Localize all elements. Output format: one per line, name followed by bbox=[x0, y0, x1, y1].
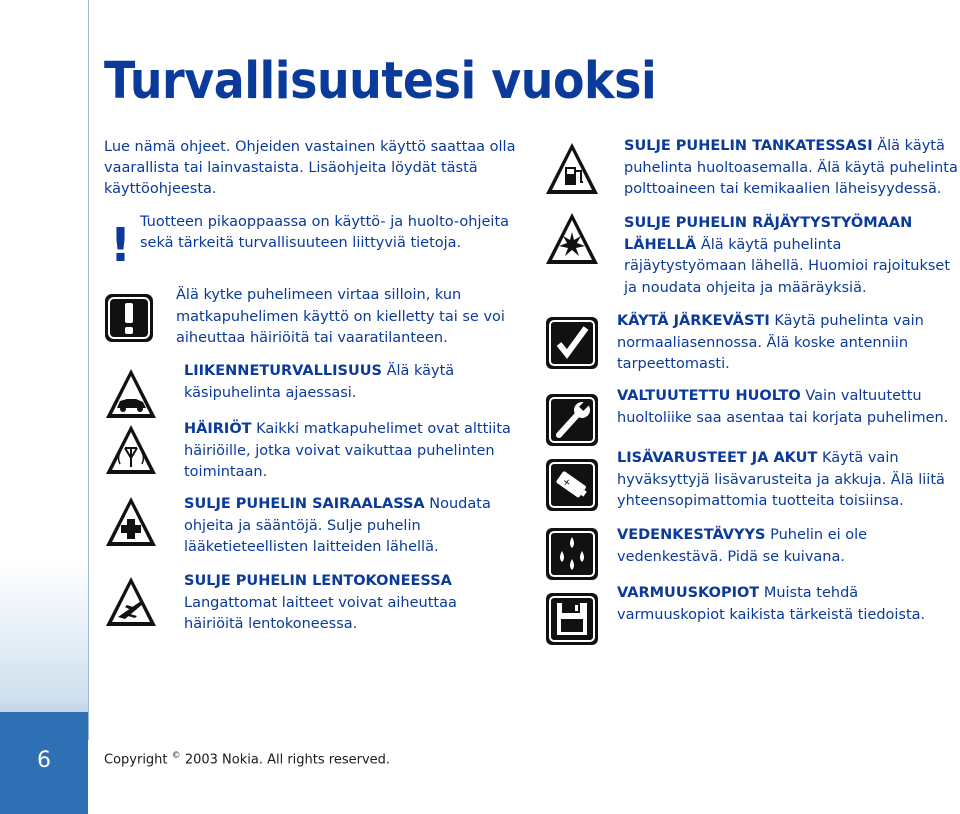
left-item-text: Noudata ohjeita ja sääntöjä. Sulje puhelin lääketieteellisten laitteiden lähellä. bbox=[184, 496, 491, 555]
copyright-suffix: 2003 Nokia. All rights reserved. bbox=[184, 752, 391, 768]
right-item-heading: VALTUUTETTU HUOLTO bbox=[617, 388, 801, 404]
car-warning-icon bbox=[103, 366, 159, 422]
fuel-pump-icon bbox=[543, 140, 601, 198]
left-item-1 bbox=[184, 361, 514, 404]
info-exclamation-icon bbox=[103, 292, 155, 344]
page-number: 6 bbox=[37, 748, 51, 773]
intro-text: Lue nämä ohjeet. Ohjeiden vastainen käyttö saattaa olla vaarallista tai lainvastaista. Lisäohjeita löydät tästä käyttöohjeesta. bbox=[104, 139, 516, 197]
interference-warning-icon bbox=[103, 422, 159, 478]
copyright-prefix: Copyright bbox=[104, 752, 168, 768]
left-item-2 bbox=[184, 419, 519, 484]
wrench-icon bbox=[545, 393, 599, 447]
water-drops-icon bbox=[545, 527, 599, 581]
right-item-heading: VEDENKESTÄVYYS bbox=[617, 527, 766, 543]
right-item-4 bbox=[617, 448, 957, 513]
right-item-text: Vain valtuutettu huoltoliike saa asentaa tai korjata puhelimen. bbox=[617, 388, 949, 426]
left-item-text: Älä käytä käsipuhelinta ajaessasi. bbox=[184, 363, 455, 401]
right-item-3 bbox=[617, 386, 957, 429]
page-title: Turvallisuutesi vuoksi bbox=[104, 52, 657, 111]
right-item-heading: KÄYTÄ JÄRKEVÄSTI bbox=[617, 313, 770, 329]
left-item-text: Älä kytke puhelimeen virtaa silloin, kun matkapuhelimen käyttö on kielletty tai se voi aiheuttaa häiriöitä tai vaaratilanteen. bbox=[176, 287, 505, 346]
airplane-warning-icon bbox=[103, 574, 159, 630]
left-margin-band bbox=[0, 0, 88, 814]
right-item-text: Älä käytä puhelinta räjäytystyömaan lähellä. Huomioi rajoitukset ja noudata ohjeita ja määräyksiä. bbox=[624, 236, 951, 296]
right-item-heading: SULJE PUHELIN RÄJÄYTYSTYÖMAAN LÄHELLÄ bbox=[624, 215, 913, 253]
explosion-warning-icon bbox=[543, 210, 601, 268]
checkmark-icon bbox=[545, 316, 599, 370]
hospital-cross-icon bbox=[103, 494, 159, 550]
right-item-2 bbox=[617, 311, 937, 376]
copyright-symbol: © bbox=[171, 751, 181, 761]
left-item-heading: SULJE PUHELIN LENTOKONEESSA bbox=[184, 573, 452, 589]
right-item-text: Puhelin ei ole vedenkestävä. Pidä se kuivana. bbox=[617, 527, 868, 565]
battery-icon bbox=[545, 458, 599, 512]
copyright-notice bbox=[104, 751, 390, 767]
right-item-0 bbox=[624, 136, 960, 201]
exclamation-icon: ! bbox=[110, 218, 131, 272]
right-item-text: Muista tehdä varmuuskopiot kaikista tärkeistä tiedoista. bbox=[617, 585, 926, 623]
right-item-5 bbox=[617, 525, 917, 568]
margin-divider bbox=[88, 0, 89, 740]
right-item-heading: SULJE PUHELIN TANKATESSASI bbox=[624, 138, 873, 154]
right-item-text: Käytä puhelinta vain normaaliasennossa. Älä koske antenniin tarpeettomasti. bbox=[617, 313, 924, 372]
left-item-4 bbox=[184, 571, 484, 636]
floppy-disk-icon bbox=[545, 592, 599, 646]
right-item-1 bbox=[624, 213, 960, 299]
right-item-text: Älä käytä puhelinta huoltoasemalla. Älä käytä puhelinta polttoaineen tai kemikaalien läheisyydessä. bbox=[624, 138, 958, 197]
left-item-3 bbox=[184, 494, 504, 559]
left-item-text: Kaikki matkapuhelimet ovat alttiita häiriöille, jotka voivat vaikuttaa puhelinten toimintaan. bbox=[184, 421, 511, 480]
right-item-heading: LISÄVARUSTEET JA AKUT bbox=[617, 450, 818, 466]
left-item-heading: SULJE PUHELIN SAIRAALASSA bbox=[184, 496, 425, 512]
right-item-6 bbox=[617, 583, 947, 626]
warning-text: Tuotteen pikaoppaassa on käyttö- ja huolto-ohjeita sekä tärkeitä turvallisuuteen liittyviä tietoja. bbox=[140, 214, 510, 251]
left-item-text: Langattomat laitteet voivat aiheuttaa häiriöitä lentokoneessa. bbox=[184, 594, 457, 632]
left-item-heading: LIIKENNETURVALLISUUS bbox=[184, 363, 382, 379]
left-item-0 bbox=[176, 285, 521, 350]
svg-text:+: + bbox=[559, 475, 573, 490]
right-item-heading: VARMUUSKOPIOT bbox=[617, 585, 760, 601]
left-item-heading: HÄIRIÖT bbox=[184, 421, 252, 437]
right-item-text: Käytä vain hyväksyttyjä lisävarusteita ja akkuja. Älä liitä yhteensopimattomia tuotteita toisiinsa. bbox=[617, 450, 945, 509]
